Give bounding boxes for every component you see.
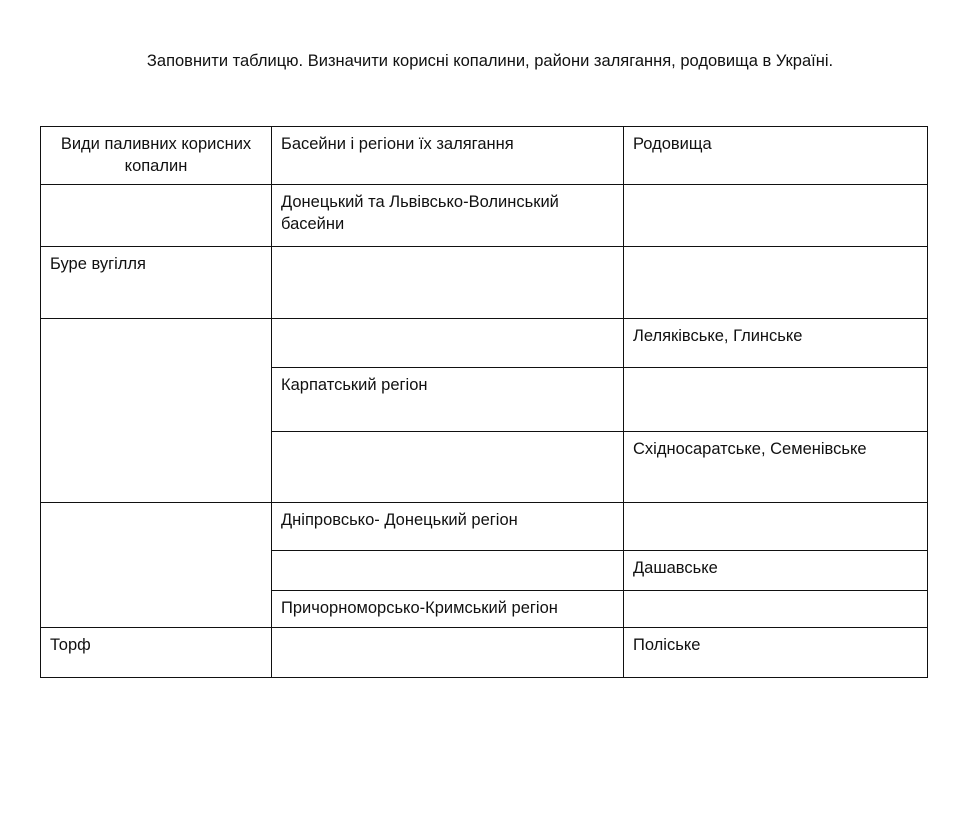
cell-deposit[interactable]	[624, 591, 928, 628]
cell-region: Донецький та Львівсько-Волинський басейни	[272, 185, 624, 247]
table-row	[41, 503, 928, 551]
cell-mineral[interactable]	[41, 185, 272, 247]
table-row	[41, 247, 928, 319]
cell-region: Карпатський регіон	[272, 368, 624, 432]
header-deposits: Родовища	[624, 127, 928, 185]
cell-region[interactable]	[272, 432, 624, 503]
cell-deposit[interactable]	[624, 368, 928, 432]
instruction-text: Заповнити таблицю. Визначити корисні копалини, райони залягання, родовища в Україні.	[146, 52, 834, 70]
table-header-row	[41, 127, 928, 185]
cell-mineral: Буре вугілля	[41, 247, 272, 319]
table-row	[41, 185, 928, 247]
cell-mineral[interactable]	[41, 503, 272, 628]
header-mineral-types: Види паливних корисних копалин	[41, 127, 272, 185]
cell-deposit[interactable]	[624, 185, 928, 247]
header-basins-regions: Басейни і регіони їх залягання	[272, 127, 624, 185]
cell-deposit: Леляківське, Глинське	[624, 319, 928, 368]
cell-deposit[interactable]	[624, 503, 928, 551]
table-row	[41, 628, 928, 678]
cell-region[interactable]	[272, 247, 624, 319]
cell-region[interactable]	[272, 628, 624, 678]
cell-region: Причорноморсько-Кримський регіон	[272, 591, 624, 628]
cell-region: Дніпровсько- Донецький регіон	[272, 503, 624, 551]
cell-deposit[interactable]	[624, 247, 928, 319]
cell-mineral[interactable]	[41, 319, 272, 503]
cell-deposit: Поліське	[624, 628, 928, 678]
cell-deposit: Східносаратське, Семенівське	[624, 432, 928, 503]
table-row	[41, 319, 928, 368]
cell-region[interactable]	[272, 319, 624, 368]
cell-deposit: Дашавське	[624, 551, 928, 591]
fuel-minerals-table	[40, 126, 928, 678]
cell-mineral: Торф	[41, 628, 272, 678]
cell-region[interactable]	[272, 551, 624, 591]
